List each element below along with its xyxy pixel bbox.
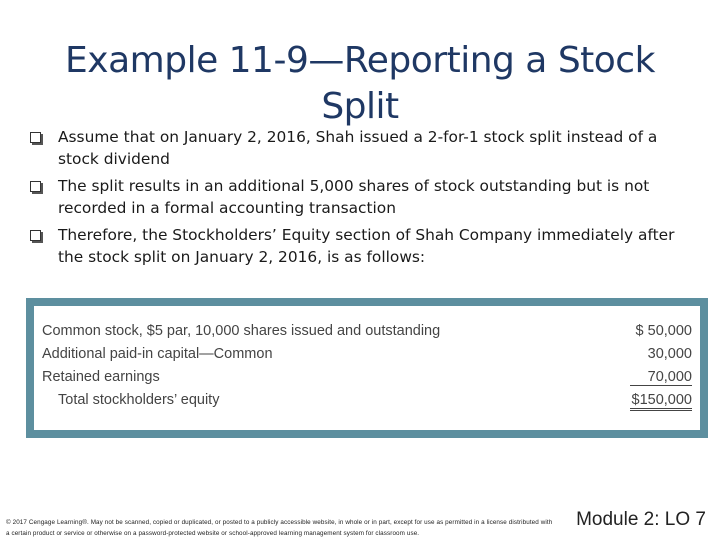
bullet-text: The split results in an additional 5,000 shares of stock outstanding but is not recorded in a formal accounting transaction — [58, 177, 650, 217]
bullet-item — [30, 175, 700, 219]
equity-row-total — [42, 390, 692, 412]
equity-row-label: Retained earnings — [42, 369, 160, 385]
equity-row-value: $ 50,000 — [635, 323, 692, 339]
bullet-list — [30, 126, 700, 273]
equity-row-common-stock — [42, 321, 692, 343]
equity-row-label: Total stockholders’ equity — [58, 392, 220, 408]
equity-row-retained-earnings — [42, 367, 692, 389]
square-bullet-icon — [30, 181, 41, 192]
module-label: Module 2: LO 7 — [576, 509, 706, 530]
bullet-item — [30, 224, 700, 268]
equity-row-paid-in-capital — [42, 344, 692, 366]
square-bullet-icon — [30, 132, 41, 143]
equity-row-label: Additional paid-in capital—Common — [42, 346, 273, 362]
bullet-text: Therefore, the Stockholders’ Equity section of Shah Company immediately after the stock split on January 2, 2016, is as follows: — [58, 226, 675, 266]
bullet-item — [30, 126, 700, 170]
equity-row-value: $150,000 — [630, 392, 692, 411]
stockholders-equity-panel — [26, 298, 708, 438]
equity-row-label: Common stock, $5 par, 10,000 shares issued and outstanding — [42, 323, 441, 339]
equity-row-value: 30,000 — [647, 346, 692, 362]
copyright-notice: © 2017 Cengage Learning®. May not be scanned, copied or duplicated, or posted to a publicly accessible website, in whole or in part, except for use as permitted in a license distributed with a certain product or service or otherwise on a password-protected website or school-approved learning management system for classroom use. — [6, 519, 553, 537]
square-bullet-icon — [30, 230, 41, 241]
equity-row-value: 70,000 — [630, 369, 692, 386]
stockholders-equity-table — [34, 306, 700, 430]
slide-title: Example 11-9—Reporting a Stock Split — [65, 40, 655, 128]
bullet-text: Assume that on January 2, 2016, Shah issued a 2-for-1 stock split instead of a stock dividend — [58, 128, 658, 168]
